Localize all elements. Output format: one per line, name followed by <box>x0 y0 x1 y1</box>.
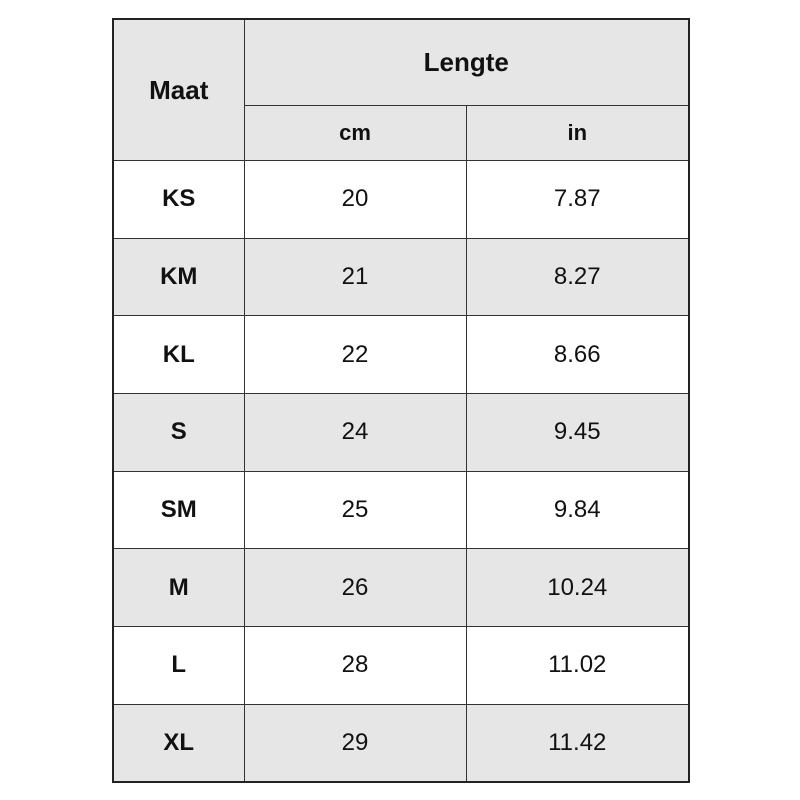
size-cell: KL <box>113 316 244 394</box>
in-cell: 11.42 <box>466 704 689 782</box>
table-row <box>113 394 689 472</box>
table-row <box>113 161 689 239</box>
size-cell: SM <box>113 471 244 549</box>
table-body <box>113 161 689 783</box>
header-row-top <box>113 19 689 106</box>
size-chart-table <box>112 18 690 783</box>
in-cell: 10.24 <box>466 549 689 627</box>
in-cell: 7.87 <box>466 161 689 239</box>
table-row <box>113 549 689 627</box>
table-header <box>113 19 689 161</box>
table-row <box>113 471 689 549</box>
table-row <box>113 316 689 394</box>
size-cell: S <box>113 394 244 472</box>
in-unit-header: in <box>466 106 689 161</box>
cm-cell: 28 <box>244 627 466 705</box>
cm-cell: 20 <box>244 161 466 239</box>
cm-cell: 24 <box>244 394 466 472</box>
table-row <box>113 627 689 705</box>
size-cell: M <box>113 549 244 627</box>
in-cell: 9.84 <box>466 471 689 549</box>
size-column-header: Maat <box>113 19 244 161</box>
table-row <box>113 238 689 316</box>
size-cell: L <box>113 627 244 705</box>
cm-cell: 25 <box>244 471 466 549</box>
in-cell: 8.27 <box>466 238 689 316</box>
size-cell: XL <box>113 704 244 782</box>
in-cell: 9.45 <box>466 394 689 472</box>
cm-unit-header: cm <box>244 106 466 161</box>
in-cell: 8.66 <box>466 316 689 394</box>
cm-cell: 22 <box>244 316 466 394</box>
cm-cell: 26 <box>244 549 466 627</box>
cm-cell: 21 <box>244 238 466 316</box>
size-cell: KM <box>113 238 244 316</box>
length-column-header: Lengte <box>244 19 689 106</box>
table-row <box>113 704 689 782</box>
in-cell: 11.02 <box>466 627 689 705</box>
size-cell: KS <box>113 161 244 239</box>
cm-cell: 29 <box>244 704 466 782</box>
